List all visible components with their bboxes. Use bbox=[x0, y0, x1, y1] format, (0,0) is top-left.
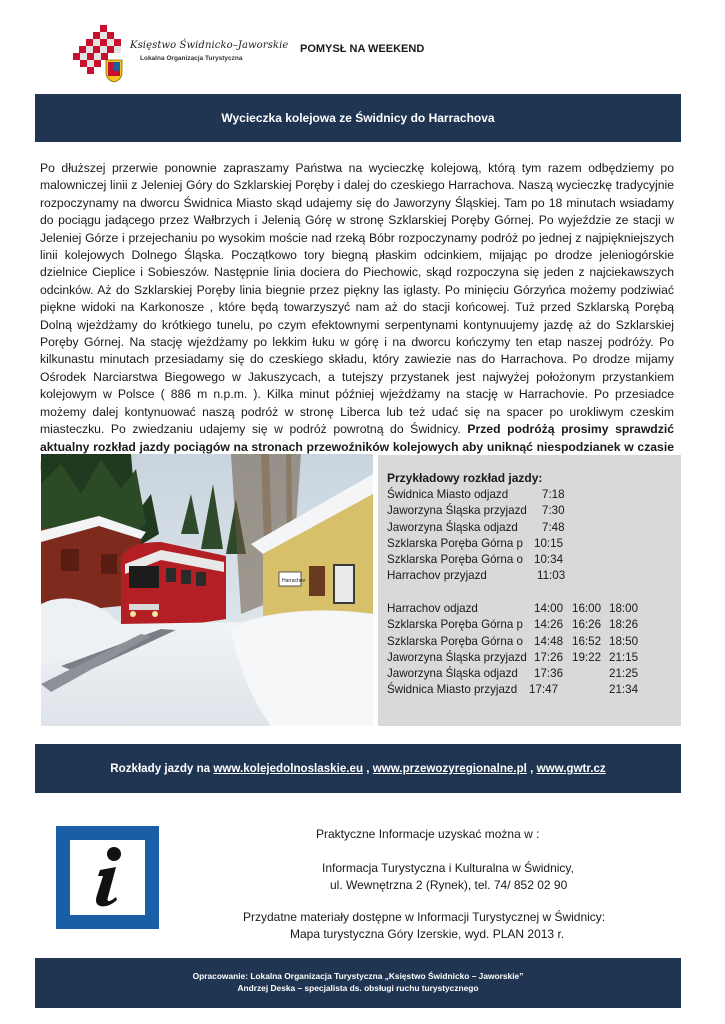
time-1: 14:00 bbox=[534, 602, 564, 615]
departure-time: 10:15 bbox=[534, 536, 564, 550]
article-line: piękne widoki na Karkonosze , które będą towarzyszyć nam aż do stacji końcowej. Tuż przed Szklarską Porębą Dolną bbox=[40, 300, 674, 332]
schedule-panel bbox=[378, 455, 681, 726]
article-body bbox=[40, 160, 674, 473]
departure-time: 10:34 bbox=[534, 553, 564, 567]
article-line: Narciarstwa Biegowego w Jakuszycach, a tutejszy przystanek jest najwyżej położonym przystankiem kolejowym w bbox=[40, 369, 674, 402]
departure-time: 11:03 bbox=[537, 569, 566, 583]
article-notice-bold: Przed podróżą prosimy sprawdzić aktualny rozkład jazdy bbox=[40, 422, 675, 454]
link-kolejedolnoslaskie[interactable]: www.kolejedolnoslaskie.eu bbox=[213, 762, 364, 775]
footer-line-2: Andrzej Deska – specjalista ds. obsługi ruchu turystycznego bbox=[237, 983, 479, 993]
station-name: Jaworzyna Śląska odjazd bbox=[387, 520, 518, 534]
time-3: 21:15 bbox=[609, 650, 639, 664]
article-line: Górnej. Na stację wjeżdżamy po lekkim łuku w górę i na dworcu kończymy ten etap naszej podróży. Po kilkunastu bbox=[40, 335, 674, 367]
footer-band bbox=[35, 958, 681, 1008]
station-name: Harrachov odjazd bbox=[387, 602, 478, 615]
station-name: Jaworzyna Śląska odjazd bbox=[387, 667, 518, 681]
time-1: 17:26 bbox=[534, 650, 564, 664]
time-1: 17:47 bbox=[529, 683, 559, 697]
info-line-5: Mapa turystyczna Góry Izerskie, wyd. PLAN 2013 r. bbox=[290, 927, 565, 941]
info-line-4: Przydatne materiały dostępne w Informacji Turystycznej w Świdnicy: bbox=[243, 910, 606, 924]
train-photo bbox=[41, 454, 373, 726]
time-2: 16:26 bbox=[572, 618, 602, 632]
info-line-1: Praktyczne Informacje uzyskać można w : bbox=[316, 827, 540, 841]
article-line: malowniczej linii z Jeleniej Góry do Szklarskiej Poręby i dalej do czeskiego Harrachova. Naszą wycieczkę tradycyjnie bbox=[40, 178, 674, 193]
time-3: 18:00 bbox=[609, 602, 639, 615]
article-line: rozpoczynamy na dworcu Świdnica Miasto skąd udajemy się do Jaworzyny Śląskiej. Tam po 18 minutach wsiadamy bbox=[40, 195, 674, 210]
article-line: minutach przesiadamy się do czeskiego składu, który zawiezie nas do Harrachova. Po drodze mijamy Ośrodek bbox=[40, 352, 674, 384]
station-sign: Harrachov bbox=[282, 578, 306, 584]
departure-time: 7:18 bbox=[542, 488, 565, 501]
info-address: ul. Wewnętrzna 2 (Rynek), tel. 74/ 852 02 90 bbox=[330, 878, 568, 892]
article-line: kontynuować naszą podróż w stronę Liberca lub też udać się na spacer po urokliwym czeskim miasteczku. Po bbox=[40, 404, 674, 437]
checker-shield-icon bbox=[72, 22, 132, 84]
station-name: Szklarska Poręba Górna o bbox=[387, 634, 523, 648]
article-line: wjeżdżamy do krótkiego tunelu, po czym efektownymi serpentynami kontynuujemy jazdę aż do Szklarskiej Poręby bbox=[40, 317, 674, 350]
station-name: Szklarska Poręba Górna o bbox=[387, 553, 523, 567]
page-header-title: POMYSŁ NA WEEKEND bbox=[300, 43, 425, 55]
article-line: do pociągu jadącego przez Wałbrzych i Jelenią Górę w stronę Szklarskiej Poręby Górnej. Po wyjeździe ze stacji w bbox=[40, 213, 674, 228]
logo-text bbox=[130, 40, 289, 62]
time-2: 19:22 bbox=[572, 650, 602, 664]
info-i-glyph-icon bbox=[70, 840, 145, 915]
article-line: linii kolejowych Dolnego Śląska. Początkowo tory biegną płaskim odcinkiem, mijając po drodze jeleniogórskie bbox=[40, 248, 674, 263]
article-line: odcinków. Aż do Szklarskiej Poręby linia biegnie przez piękny las iglasty. Po minięciu Górzyńca możemy podziwiać bbox=[40, 282, 674, 297]
timetable-links-line bbox=[35, 762, 681, 775]
info-line-2: Informacja Turystyczna i Kulturalna w Świdnicy, bbox=[322, 861, 574, 875]
departure-time: 7:48 bbox=[542, 520, 565, 534]
station-name: Jaworzyna Śląska przyjazd bbox=[387, 650, 527, 664]
article-line: Polsce ( 886 m n.p.m. ). Kilka minut później wjeżdżamy na stację w Harrachovie. Po przesiadce możemy dalej bbox=[40, 387, 674, 419]
schedule-title: Przykładowy rozkład jazdy: bbox=[387, 471, 543, 485]
article-line: Jeleniej Górze i przejechaniu po wysokim moście nad rzeką Bóbr rozpoczynamy podróż po jednej z najpiękniejszych bbox=[40, 230, 674, 245]
time-2: 16:52 bbox=[572, 634, 602, 648]
station-name: Harrachov przyjazd bbox=[387, 569, 487, 583]
links-prefix: Rozkłady jazdy na bbox=[110, 762, 214, 775]
timetable-links-band bbox=[35, 744, 681, 793]
station-name: Szklarska Poręba Górna p bbox=[387, 618, 523, 632]
station-name: Świdnica Miasto odjazd bbox=[387, 488, 509, 501]
time-3: 18:50 bbox=[609, 634, 639, 648]
logo-subtitle: Lokalna Organizacja Turystyczna bbox=[140, 55, 243, 62]
station-name: Jaworzyna Śląska przyjazd bbox=[387, 504, 527, 518]
title-band bbox=[35, 94, 681, 142]
time-1: 14:26 bbox=[534, 618, 564, 632]
links-separator: , bbox=[363, 762, 373, 775]
departure-time: 7:30 bbox=[542, 504, 565, 518]
article-line: zwiedzaniu udajemy się w podróż powrotną do Świdnicy. bbox=[132, 422, 468, 437]
article-title: Wycieczka kolejowa ze Świdnicy do Harrachova bbox=[221, 111, 495, 125]
link-przewozyregionalne[interactable]: www.przewozyregionalne.pl bbox=[372, 762, 527, 775]
time-3: 18:26 bbox=[609, 618, 639, 632]
links-separator: , bbox=[526, 762, 537, 775]
station-name: Szklarska Poręba Górna p bbox=[387, 536, 523, 550]
article-line: Po dłuższej przerwie ponownie zapraszamy Państwa na wycieczkę kolejową, którą tym razem odbędziemy po bbox=[40, 161, 674, 175]
info-icon-inner bbox=[70, 840, 145, 915]
time-3: 21:34 bbox=[609, 683, 639, 697]
logo-name: Księstwo Świdnicko–Jaworskie bbox=[130, 40, 289, 51]
link-gwtr[interactable]: www.gwtr.cz bbox=[536, 762, 606, 775]
footer-line-1: Opracowanie: Lokalna Organizacja Turystyczna „Księstwo Świdnicko – Jaworskie” bbox=[192, 971, 524, 981]
time-1: 14:48 bbox=[534, 634, 564, 648]
time-1: 17:36 bbox=[534, 667, 564, 681]
station-name: Świdnica Miasto przyjazd bbox=[387, 683, 518, 697]
article-notice-bold-end: pociągów na stronach przewoźników kolejowych aby uniknąć niespodzianek w czasie bbox=[173, 439, 675, 454]
article-line: dzielnice Cieplice i Sobieszów. Następnie linia dociera do Piechowic, skąd rozpoczyna się jeden z najciekawszych bbox=[40, 265, 674, 280]
time-3: 21:25 bbox=[609, 667, 639, 681]
logo-emblem bbox=[72, 22, 132, 84]
tourist-info-icon bbox=[56, 826, 159, 929]
time-2: 16:00 bbox=[572, 602, 602, 615]
